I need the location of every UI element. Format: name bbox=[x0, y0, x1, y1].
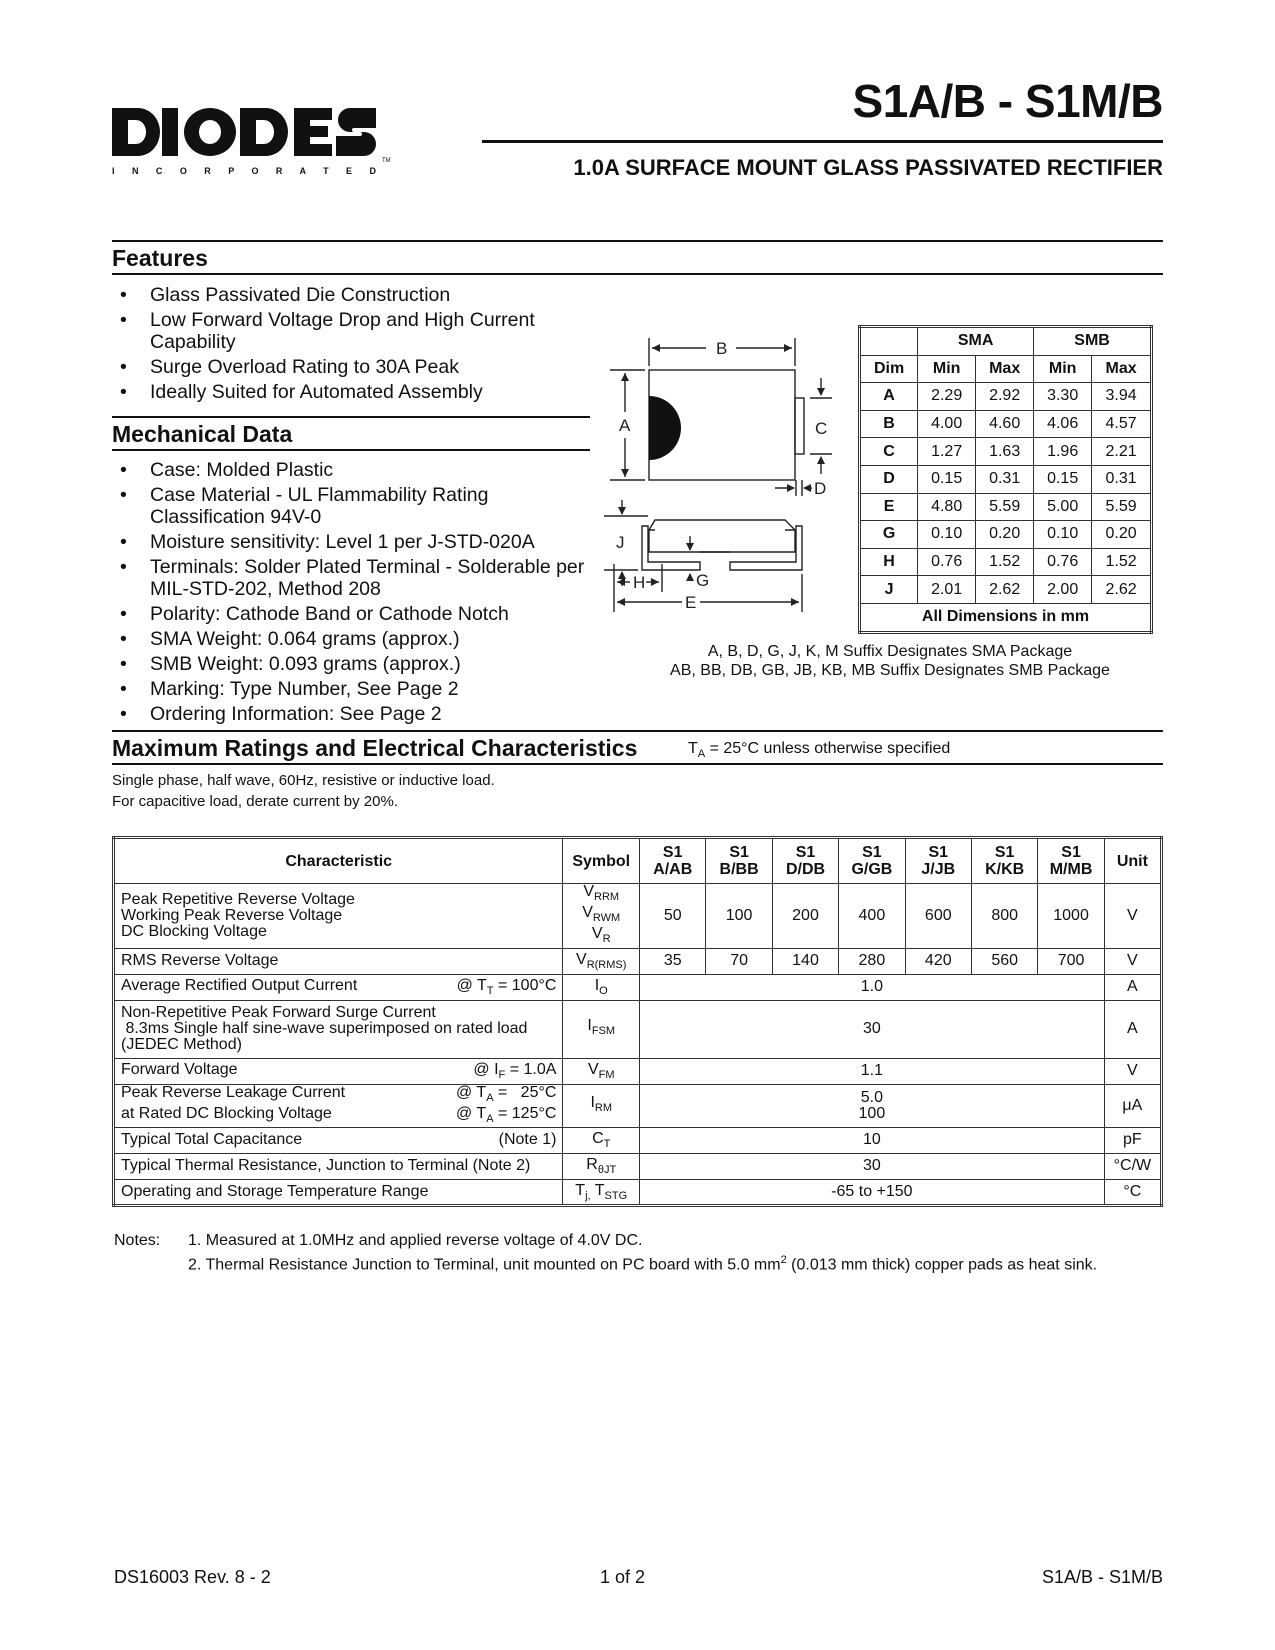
table-row bbox=[114, 1000, 1162, 1058]
features-list bbox=[112, 284, 582, 406]
value-cell: 35 bbox=[640, 948, 706, 974]
dim-value-cell: 2.29 bbox=[918, 383, 976, 411]
dim-value-cell: 2.01 bbox=[918, 576, 976, 604]
logo-subtext: I N C O R P O R A T E D bbox=[112, 166, 376, 176]
ratings-top-rule bbox=[112, 730, 1163, 732]
dim-value-cell: 5.00 bbox=[1034, 493, 1092, 521]
symbol-cell: $R_{\theta JT}$ bbox=[563, 1153, 640, 1179]
dim-value-cell: 1.52 bbox=[976, 548, 1034, 576]
logo-trademark: TM bbox=[382, 158, 391, 164]
characteristic-cell: Operating and Storage Temperature Range bbox=[114, 1179, 563, 1205]
list-item: • Surge Overload Rating to 30A Peak bbox=[112, 356, 582, 378]
value-cell: 1.0 bbox=[640, 974, 1105, 1000]
column-header: Max bbox=[976, 355, 1034, 383]
dim-value-cell: 4.00 bbox=[918, 410, 976, 438]
dim-value-cell: 1.27 bbox=[918, 438, 976, 466]
value-cell: 600 bbox=[905, 884, 971, 949]
table-row bbox=[860, 548, 1152, 576]
dim-value-cell: 4.80 bbox=[918, 493, 976, 521]
dim-value-cell: 1.52 bbox=[1092, 548, 1152, 576]
value-cell: 700 bbox=[1038, 948, 1104, 974]
column-header: Min bbox=[1034, 355, 1092, 383]
dim-label-a: A bbox=[619, 416, 631, 435]
table-row bbox=[114, 884, 1162, 949]
ratings-heading: Maximum Ratings and Electrical Characteristics bbox=[112, 735, 638, 761]
dim-value-cell: 3.30 bbox=[1034, 383, 1092, 411]
part-header: S1 G/GB bbox=[839, 838, 905, 884]
value-cell: 5.0 100 bbox=[640, 1084, 1105, 1127]
dim-value-cell: 0.76 bbox=[1034, 548, 1092, 576]
value-cell: 560 bbox=[971, 948, 1037, 974]
suffix-note-smb: AB, BB, DB, GB, JB, KB, MB Suffix Designates SMB Package bbox=[670, 662, 1110, 679]
dim-value-cell: 5.59 bbox=[1092, 493, 1152, 521]
part-header: S1 M/MB bbox=[1038, 838, 1104, 884]
table-row bbox=[114, 1058, 1162, 1084]
symbol-cell: $V_{RRM}$ $V_{RWM}$ $V_R$ bbox=[563, 884, 640, 949]
part-header: S1 B/BB bbox=[706, 838, 772, 884]
dim-value-cell: 0.15 bbox=[1034, 465, 1092, 493]
dim-value-cell: 0.20 bbox=[976, 521, 1034, 549]
dim-value-cell: 0.20 bbox=[1092, 521, 1152, 549]
table-row bbox=[860, 603, 1152, 632]
notes-label: Notes: bbox=[114, 1232, 161, 1249]
characteristic-cell: Typical Thermal Resistance, Junction to Terminal (Note 2) bbox=[114, 1153, 563, 1179]
value-cell: 420 bbox=[905, 948, 971, 974]
dim-label-g: G bbox=[696, 571, 710, 590]
dim-label-c: C bbox=[815, 419, 828, 438]
column-header: Min bbox=[918, 355, 976, 383]
value-cell: 70 bbox=[706, 948, 772, 974]
list-item: • Terminals: Solder Plated Terminal - Solderable per MIL-STD-202, Method 208 bbox=[112, 556, 590, 600]
value-cell: 100 bbox=[706, 884, 772, 949]
dim-value-cell: 2.62 bbox=[1092, 576, 1152, 604]
characteristic-cell: Peak Reverse Leakage Current @ $T_A = 25^\circ C$ at Rated DC Blocking Voltage @ $T_A = 125^\circ C$ bbox=[114, 1084, 563, 1127]
symbol-cell: $I_O$ bbox=[563, 974, 640, 1000]
dim-label-d: D bbox=[814, 479, 827, 498]
list-item: • Glass Passivated Die Construction bbox=[112, 284, 582, 306]
dim-value-cell: 2.92 bbox=[976, 383, 1034, 411]
list-item: • Low Forward Voltage Drop and High Current Capability bbox=[112, 309, 582, 353]
characteristic-cell: Non-Repetitive Peak Forward Surge Current 8.3ms Single half sine-wave superimposed on rated load (JEDEC Method) bbox=[114, 1000, 563, 1058]
package-side-view bbox=[649, 520, 795, 552]
list-item: • Ordering Information: See Page 2 bbox=[112, 703, 590, 725]
dim-value-cell: 3.94 bbox=[1092, 383, 1152, 411]
features-bottom-rule bbox=[112, 273, 1163, 275]
table-row bbox=[860, 521, 1152, 549]
characteristic-cell: Peak Repetitive Reverse Voltage Working Peak Reverse Voltage DC Blocking Voltage bbox=[114, 884, 563, 949]
suffix-notes bbox=[600, 642, 1180, 680]
intro-line: For capacitive load, derate current by 20%. bbox=[112, 793, 398, 810]
table-row bbox=[860, 465, 1152, 493]
value-cell: -65 to +150 bbox=[640, 1179, 1105, 1205]
value-cell: 1.1 bbox=[640, 1058, 1105, 1084]
list-item: • Moisture sensitivity: Level 1 per J-STD-020A bbox=[112, 531, 590, 553]
features-top-rule bbox=[112, 240, 1163, 242]
dim-value-cell: 0.31 bbox=[1092, 465, 1152, 493]
dim-label-b: B bbox=[716, 339, 728, 358]
dim-value-cell: 1.96 bbox=[1034, 438, 1092, 466]
dim-value-cell: 0.10 bbox=[1034, 521, 1092, 549]
mechanical-top-rule bbox=[112, 416, 590, 418]
package-outline-drawing bbox=[600, 330, 850, 630]
suffix-note-sma: A, B, D, G, J, K, M Suffix Designates SMA Package bbox=[707, 643, 1073, 660]
dim-label-cell: B bbox=[860, 410, 918, 438]
dim-label-cell: G bbox=[860, 521, 918, 549]
unit-cell: A bbox=[1104, 974, 1161, 1000]
part-header: S1 K/KB bbox=[971, 838, 1037, 884]
footer-doc-number: DS16003 Rev. 8 - 2 bbox=[114, 1567, 271, 1587]
dim-value-cell: 0.15 bbox=[918, 465, 976, 493]
dim-value-cell: 4.57 bbox=[1092, 410, 1152, 438]
note-1: 1. Measured at 1.0MHz and applied reverse voltage of 4.0V DC. bbox=[188, 1232, 643, 1249]
list-item: • SMB Weight: 0.093 grams (approx.) bbox=[112, 653, 590, 675]
page-subtitle: 1.0A SURFACE MOUNT GLASS PASSIVATED RECTIFIER bbox=[573, 155, 1163, 180]
characteristic-header: Characteristic bbox=[114, 838, 563, 884]
list-item: • Ideally Suited for Automated Assembly bbox=[112, 381, 582, 403]
table-row bbox=[860, 410, 1152, 438]
list-item: • Case Material - UL Flammability Rating Classification 94V-0 bbox=[112, 484, 590, 528]
unit-cell: °C/W bbox=[1104, 1153, 1161, 1179]
value-cell: 30 bbox=[640, 1153, 1105, 1179]
value-cell: 10 bbox=[640, 1127, 1105, 1153]
table-cell bbox=[860, 327, 918, 356]
unit-cell: V bbox=[1104, 948, 1161, 974]
characteristic-cell: Typical Total Capacitance (Note 1) bbox=[114, 1127, 563, 1153]
sma-header: SMA bbox=[918, 327, 1034, 356]
diodes-logo bbox=[110, 104, 400, 180]
value-cell: 200 bbox=[772, 884, 838, 949]
part-header: S1 J/JB bbox=[905, 838, 971, 884]
symbol-cell: $C_T$ bbox=[563, 1127, 640, 1153]
features-heading: Features bbox=[112, 245, 208, 271]
unit-cell: V bbox=[1104, 884, 1161, 949]
dimensions-footer: All Dimensions in mm bbox=[860, 603, 1152, 632]
value-cell: 280 bbox=[839, 948, 905, 974]
part-header: S1 A/AB bbox=[640, 838, 706, 884]
dim-value-cell: 5.59 bbox=[976, 493, 1034, 521]
ratings-bottom-rule bbox=[112, 763, 1163, 765]
footer-page-number: 1 of 2 bbox=[600, 1567, 646, 1587]
table-row bbox=[860, 355, 1152, 383]
table-row bbox=[114, 1084, 1162, 1127]
value-cell: 30 bbox=[640, 1000, 1105, 1058]
dim-label-cell: J bbox=[860, 576, 918, 604]
note-2: 2. Thermal Resistance Junction to Terminal, unit mounted on PC board with 5.0 $mm^2$ (0.013 mm thick) copper pads as heat sink. bbox=[188, 1254, 1098, 1274]
table-row bbox=[114, 1179, 1162, 1205]
unit-cell: μA bbox=[1104, 1084, 1161, 1127]
symbol-cell: $V_{FM}$ bbox=[563, 1058, 640, 1084]
table-row bbox=[114, 974, 1162, 1000]
table-row bbox=[114, 1153, 1162, 1179]
dim-value-cell: 2.62 bbox=[976, 576, 1034, 604]
footer-part-number: S1A/B - S1M/B bbox=[1041, 1567, 1163, 1587]
list-item: • Polarity: Cathode Band or Cathode Notch bbox=[112, 603, 590, 625]
characteristic-cell: RMS Reverse Voltage bbox=[114, 948, 563, 974]
dim-value-cell: 2.21 bbox=[1092, 438, 1152, 466]
symbol-cell: $V_{R(RMS)}$ bbox=[563, 948, 640, 974]
table-row bbox=[860, 576, 1152, 604]
table-header-row bbox=[114, 838, 1162, 884]
table-row bbox=[860, 493, 1152, 521]
dim-label-cell: A bbox=[860, 383, 918, 411]
column-header: Dim bbox=[860, 355, 918, 383]
list-item: • Case: Molded Plastic bbox=[112, 459, 590, 481]
dim-value-cell: 1.63 bbox=[976, 438, 1034, 466]
dim-label-cell: C bbox=[860, 438, 918, 466]
table-row bbox=[860, 327, 1152, 356]
dim-label-cell: H bbox=[860, 548, 918, 576]
table-row bbox=[114, 1127, 1162, 1153]
dimensions-table bbox=[858, 325, 1153, 634]
dim-value-cell: 2.00 bbox=[1034, 576, 1092, 604]
ratings-intro bbox=[112, 770, 495, 812]
cathode-band bbox=[649, 396, 681, 460]
dim-value-cell: 0.76 bbox=[918, 548, 976, 576]
smb-header: SMB bbox=[1034, 327, 1152, 356]
dim-label-j: J bbox=[616, 533, 625, 552]
dim-label-e: E bbox=[685, 593, 697, 612]
table-row bbox=[114, 948, 1162, 974]
list-item: • SMA Weight: 0.064 grams (approx.) bbox=[112, 628, 590, 650]
intro-line: Single phase, half wave, 60Hz, resistive or inductive load. bbox=[112, 772, 495, 789]
dim-value-cell: 0.10 bbox=[918, 521, 976, 549]
symbol-header: Symbol bbox=[563, 838, 640, 884]
symbol-cell: $I_{RM}$ bbox=[563, 1084, 640, 1127]
table-row bbox=[860, 383, 1152, 411]
characteristic-cell: Average Rectified Output Current @ $T_T = 100^\circ C$ bbox=[114, 974, 563, 1000]
dim-label-cell: D bbox=[860, 465, 918, 493]
dim-label-h: H bbox=[633, 573, 646, 592]
value-cell: 140 bbox=[772, 948, 838, 974]
unit-cell: pF bbox=[1104, 1127, 1161, 1153]
part-number-title: S1A/B - S1M/B bbox=[852, 75, 1163, 127]
dim-value-cell: 4.60 bbox=[976, 410, 1034, 438]
value-cell: 50 bbox=[640, 884, 706, 949]
part-header: S1 D/DB bbox=[772, 838, 838, 884]
unit-cell: V bbox=[1104, 1058, 1161, 1084]
title-rule bbox=[482, 140, 1163, 143]
unit-header: Unit bbox=[1104, 838, 1161, 884]
ratings-condition: $T_A = 25^\circ C$ unless otherwise specified bbox=[688, 740, 951, 761]
dim-value-cell: 4.06 bbox=[1034, 410, 1092, 438]
value-cell: 400 bbox=[839, 884, 905, 949]
column-header: Max bbox=[1092, 355, 1152, 383]
value-cell: 800 bbox=[971, 884, 1037, 949]
dim-label-cell: E bbox=[860, 493, 918, 521]
value-cell: 1000 bbox=[1038, 884, 1104, 949]
unit-cell: A bbox=[1104, 1000, 1161, 1058]
symbol-cell: $I_{FSM}$ bbox=[563, 1000, 640, 1058]
unit-cell: °C bbox=[1104, 1179, 1161, 1205]
list-item: • Marking: Type Number, See Page 2 bbox=[112, 678, 590, 700]
symbol-cell: $T_{j,}$ $T_{STG}$ bbox=[563, 1179, 640, 1205]
mechanical-heading: Mechanical Data bbox=[112, 421, 293, 447]
dim-value-cell: 0.31 bbox=[976, 465, 1034, 493]
mechanical-bottom-rule bbox=[112, 449, 590, 451]
dimensions-body bbox=[860, 383, 1152, 604]
characteristic-cell: Forward Voltage @ $I_F = 1.0A$ bbox=[114, 1058, 563, 1084]
ratings-table bbox=[112, 836, 1163, 1207]
table-row bbox=[860, 438, 1152, 466]
mechanical-list bbox=[112, 459, 590, 728]
